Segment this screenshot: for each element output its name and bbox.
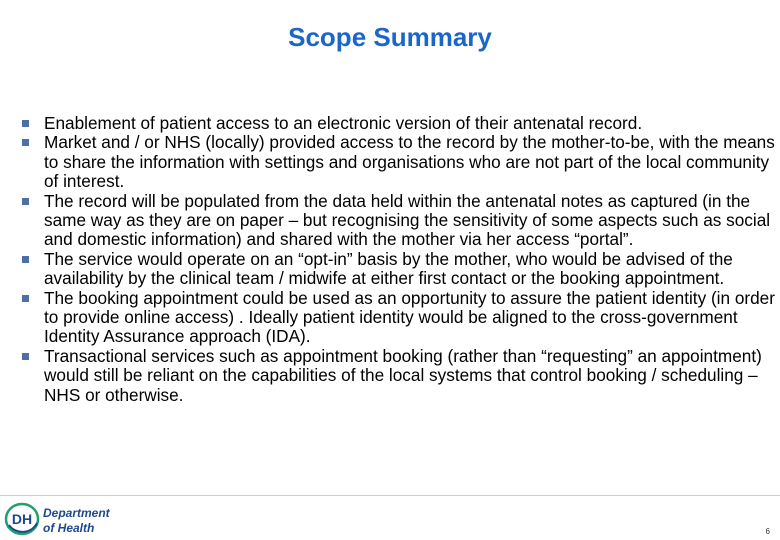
slide-title: Scope Summary — [288, 22, 492, 52]
square-bullet-icon — [22, 120, 29, 127]
footer-divider — [0, 495, 780, 496]
bullet-list — [22, 114, 778, 405]
logo-line-1: Department — [43, 506, 110, 520]
bullet-text: The record will be populated from the data held within the antenatal notes as captured (in the same way as they are on paper – but recognising the sensitivity of some aspects such as social and domestic information) and shared with the mother via her access “portal”. — [44, 190, 771, 250]
bullet-item — [22, 250, 778, 289]
bullet-item — [22, 114, 778, 133]
bullet-text: Market and / or NHS (locally) provided access to the record by the mother-to-be, with the means to share the information with settings and organisations who are not part of the local community of interest. — [44, 132, 775, 192]
slide-number: 6 — [765, 527, 770, 536]
bullet-item — [22, 347, 778, 405]
square-bullet-icon — [22, 295, 29, 302]
logo-mark: DH — [11, 511, 33, 527]
bullet-text: Transactional services such as appointment booking (rather than “requesting” an appointment) would still be reliant on the capabilities of the local systems that control booking / scheduling – NHS or otherwise. — [44, 345, 762, 405]
square-bullet-icon — [22, 139, 29, 146]
bullet-item — [22, 289, 778, 347]
bullet-text: The service would operate on an “opt-in” basis by the mother, who would be advised of the availability by the clinical team / midwife at either first contact or the booking appointment. — [44, 248, 733, 289]
bullet-item — [22, 192, 778, 250]
bullet-text: Enablement of patient access to an electronic version of their antenatal record. — [44, 113, 643, 133]
square-bullet-icon — [22, 198, 29, 205]
square-bullet-icon — [22, 256, 29, 263]
bullet-item — [22, 133, 778, 191]
logo-line-2: of Health — [43, 521, 95, 535]
department-of-health-logo — [3, 501, 121, 537]
bullet-text: The booking appointment could be used as an opportunity to assure the patient identity (in order to provide online access) . Ideally patient identity would be aligned to the cross-government Identity Assurance approach (IDA). — [44, 287, 775, 347]
square-bullet-icon — [22, 353, 29, 360]
